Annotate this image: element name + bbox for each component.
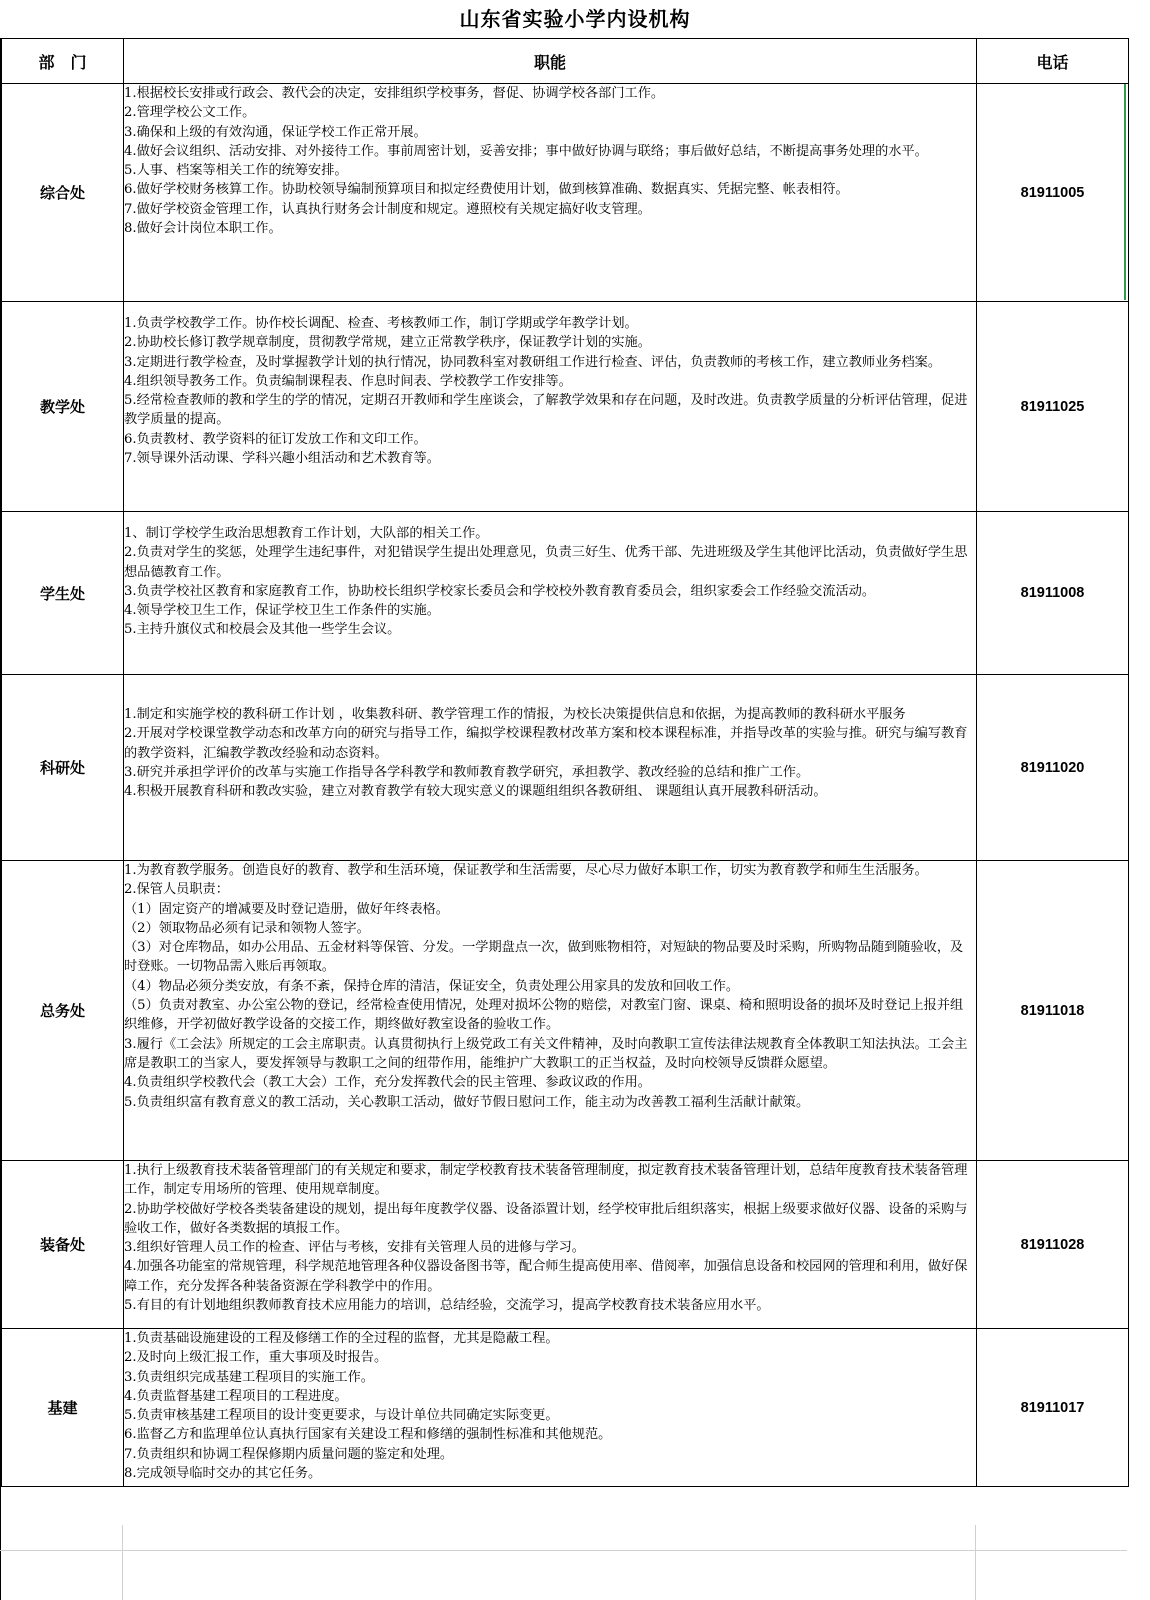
function-line: 3.研究并承担学评价的改革与实施工作指导各学科教学和教师教育教学研究，承担教学、教改经验的总结和推广工作。: [124, 764, 810, 780]
function-line: 3.确保和上级的有效沟通，保证学校工作正常开展。: [124, 124, 427, 140]
phone-cell[interactable]: 81911025: [977, 302, 1129, 512]
table-row: [2, 1161, 1129, 1329]
header-row: [2, 39, 1129, 84]
function-cell[interactable]: [124, 1161, 977, 1329]
function-line: 5.负责审核基建工程项目的设计变更要求，与设计单位共同确定实际变更。: [124, 1408, 559, 1424]
function-line: 2.负责对学生的奖惩，处理学生违纪事件，对犯错误学生提出处理意见，负责三好生、优秀干部、先进班级及学生其他评比活动，负责做好学生思想品德教育工作。: [124, 545, 968, 580]
dept-cell[interactable]: 学生处: [2, 512, 124, 675]
header-func[interactable]: 职能: [124, 39, 977, 84]
phone-cell[interactable]: 81911008: [977, 512, 1129, 675]
function-line: 4.积极开展教育科研和教改实验，建立对教育教学有较大现实意义的课题组组织各教研组、 课题组认真开展教科研活动。: [124, 784, 827, 800]
function-line: 2.协助校长修订教学规章制度，贯彻教学常规，建立正常教学秩序，保证教学计划的实施。: [124, 335, 651, 351]
selection-border: [1124, 84, 1126, 300]
gridline: [975, 1525, 976, 1600]
dept-cell[interactable]: 总务处: [2, 861, 124, 1161]
function-line: 2.开展对学校课堂教学动态和改革方向的研究与指导工作，编拟学校课程教材改革方案和校本课程标准，并指导改革的实验与推。研究与编写教育的教学资料，汇编教学教改经验和动态资料。: [124, 726, 968, 761]
function-cell[interactable]: [124, 675, 977, 861]
function-line: 1.负责学校教学工作。协作校长调配、检查、考核教师工作，制订学期或学年教学计划。: [124, 316, 638, 331]
dept-cell[interactable]: 装备处: [2, 1161, 124, 1329]
phone-cell[interactable]: 81911020: [977, 675, 1129, 861]
table-row: [2, 675, 1129, 861]
function-cell[interactable]: [124, 84, 977, 302]
function-line: 6.监督乙方和监理单位认真执行国家有关建设工程和修缮的强制性标准和其他规范。: [124, 1427, 612, 1443]
phone-cell[interactable]: 81911028: [977, 1161, 1129, 1329]
function-line: 7.负责组织和协调工程保修期内质量问题的鉴定和处理。: [124, 1446, 454, 1462]
function-line: 1.制定和实施学校的教科研工作计划 ，收集教科研、教学管理工作的情报，为校长决策提供信息和依据，为提高教师的教科研水平服务: [124, 707, 906, 722]
function-cell[interactable]: [124, 512, 977, 675]
function-line: 3.履行《工会法》所规定的工会主席职责。认真贯彻执行上级党政工有关文件精神，及时向教职工宣传法律法规教育全体教职工知法执法。工会主席是教职工的当家人，要发挥领导与教职工之间的纽带作用，能维护广大教职工的正当权益，及时向校领导反馈群众愿望。: [124, 1036, 968, 1071]
dept-cell[interactable]: 综合处: [2, 84, 124, 302]
function-line: 6.负责教材、教学资料的征订发放工作和文印工作。: [124, 431, 427, 447]
function-line: （5）负责对教室、办公室公物的登记，经常检查使用情况，处理对损坏公物的赔偿，对教室门窗、课桌、椅和照明设备的损坏及时登记上报并组织维修，开学初做好教学设备的交接工作，期终做好教室设备的验收工作。: [124, 998, 964, 1033]
table-row: [2, 1329, 1129, 1487]
function-line: 1.根据校长安排或行政会、教代会的决定，安排组织学校事务，督促、协调学校各部门工作。: [124, 86, 665, 101]
function-line: 4.领导学校卫生工作，保证学校卫生工作条件的实施。: [124, 603, 440, 619]
function-line: 1、制订学校学生政治思想教育工作计划，大队部的相关工作。: [124, 526, 489, 541]
table-row: [2, 861, 1129, 1161]
page-title: 山东省实验小学内设机构: [459, 7, 691, 31]
function-cell[interactable]: [124, 861, 977, 1161]
function-line: 3.负责学校社区教育和家庭教育工作，协助校长组织学校家长委员会和学校校外教育教育委员会，组织家委会工作经验交流活动。: [124, 583, 876, 599]
function-cell[interactable]: [124, 302, 977, 512]
function-line: 5.负责组织富有教育意义的教工活动，关心教职工活动，做好节假日慰问工作，能主动为改善教工福利生活献计献策。: [124, 1094, 810, 1110]
function-line: 2.管理学校公文工作。: [124, 105, 256, 121]
function-line: 1.为教育教学服务。创造良好的教育、教学和生活环境，保证教学和生活需要，尽心尽力做好本职工作，切实为教育教学和师生生活服务。: [124, 863, 928, 878]
dept-cell[interactable]: 教学处: [2, 302, 124, 512]
function-line: 4.加强各功能室的常规管理，科学规范地管理各种仪器设备图书等，配合师生提高使用率、借阅率，加强信息设备和校园网的管理和利用，做好保障工作，充分发挥各种装备资源在学科教学中的作用。: [124, 1259, 968, 1294]
table-row: [2, 302, 1129, 512]
function-line: 4.做好会议组织、活动安排、对外接待工作。事前周密计划，妥善安排；事中做好协调与联络；事后做好总结，不断提高事务处理的水平。: [124, 143, 928, 159]
function-line: 5.人事、档案等相关工作的统筹安排。: [124, 163, 348, 179]
empty-spreadsheet-area: [0, 1525, 1127, 1600]
header-phone[interactable]: 电话: [977, 39, 1129, 84]
table-row: [2, 512, 1129, 675]
function-line: 4.负责监督基建工程项目的工程进度。: [124, 1388, 348, 1404]
function-line: （4）物品必须分类安放，有条不紊，保持仓库的清洁，保证安全，负责处理公用家具的发放和回收工作。: [124, 978, 740, 994]
function-line: 1.执行上级教育技术装备管理部门的有关规定和要求，制定学校教育技术装备管理制度，拟定教育技术装备管理计划，总结年度教育技术装备管理工作，制定专用场所的管理、使用规章制度。: [124, 1163, 968, 1198]
function-line: 5.主持升旗仪式和校晨会及其他一些学生会议。: [124, 622, 401, 638]
function-line: 6.做好学校财务核算工作。协助校领导编制预算项目和拟定经费使用计划，做到核算准确、数据真实、凭据完整、帐表相符。: [124, 182, 849, 198]
header-dept[interactable]: 部 门: [2, 39, 124, 84]
function-line: 5.经常检查教师的教和学生的学的情况，定期召开教师和学生座谈会，了解教学效果和存在问题，及时改进。负责教学质量的分析评估管理，促进教学质量的提高。: [124, 393, 968, 428]
function-line: 1.负责基础设施建设的工程及修缮工作的全过程的监督，尤其是隐蔽工程。: [124, 1331, 559, 1346]
function-line: （3）对仓库物品，如办公用品、五金材料等保管、分发。一学期盘点一次，做到账物相符，对短缺的物品要及时采购，所购物品随到随验收，及时登账。一切物品需入账后再领取。: [124, 940, 964, 975]
function-line: 7.领导课外活动课、学科兴趣小组活动和艺术教育等。: [124, 451, 440, 467]
function-line: 8.完成领导临时交办的其它任务。: [124, 1466, 322, 1482]
function-line: （2）领取物品必须有记录和领物人签字。: [124, 920, 370, 936]
function-line: 2.保管人员职责：: [124, 882, 229, 898]
function-line: 2.协助学校做好学校各类装备建设的规划，提出每年度教学仪器、设备添置计划，经学校审批后组织落实，根据上级要求做好仪器、设备的采购与验收工作，做好各类数据的填报工作。: [124, 1201, 968, 1236]
dept-cell[interactable]: 基建: [2, 1329, 124, 1487]
phone-cell[interactable]: 81911005: [977, 84, 1129, 302]
function-line: 4.组织领导教务工作。负责编制课程表、作息时间表、学校教学工作安排等。: [124, 373, 572, 389]
org-table-container: [0, 38, 1128, 1600]
function-line: 8.做好会计岗位本职工作。: [124, 221, 282, 237]
function-line: 4.负责组织学校教代会（教工大会）工作，充分发挥教代会的民主管理、参政议政的作用。: [124, 1075, 651, 1091]
function-line: 7.做好学校资金管理工作，认真执行财务会计制度和规定。遵照校有关规定搞好收支管理。: [124, 201, 651, 217]
table-row: [2, 84, 1129, 302]
function-line: （1）固定资产的增减要及时登记造册，做好年终表格。: [124, 901, 449, 917]
function-line: 2.及时向上级汇报工作，重大事项及时报告。: [124, 1350, 388, 1366]
phone-cell[interactable]: 81911018: [977, 861, 1129, 1161]
org-table: [1, 38, 1129, 1487]
gridline: [0, 1550, 1127, 1551]
phone-cell[interactable]: 81911017: [977, 1329, 1129, 1487]
function-line: 3.负责组织完成基建工程项目的实施工作。: [124, 1369, 374, 1385]
gridline: [122, 1525, 123, 1600]
function-line: 3.组织好管理人员工作的检查、评估与考核，安排有关管理人员的进修与学习。: [124, 1240, 585, 1256]
function-line: 5.有目的有计划地组织教师教育技术应用能力的培训，总结经验，交流学习，提高学校教育技术装备应用水平。: [124, 1298, 770, 1314]
dept-cell[interactable]: 科研处: [2, 675, 124, 861]
function-cell[interactable]: [124, 1329, 977, 1487]
function-line: 3.定期进行教学检查，及时掌握教学计划的执行情况，协同教科室对教研组工作进行检查、评估，负责教师的考核工作，建立教师业务档案。: [124, 354, 942, 370]
